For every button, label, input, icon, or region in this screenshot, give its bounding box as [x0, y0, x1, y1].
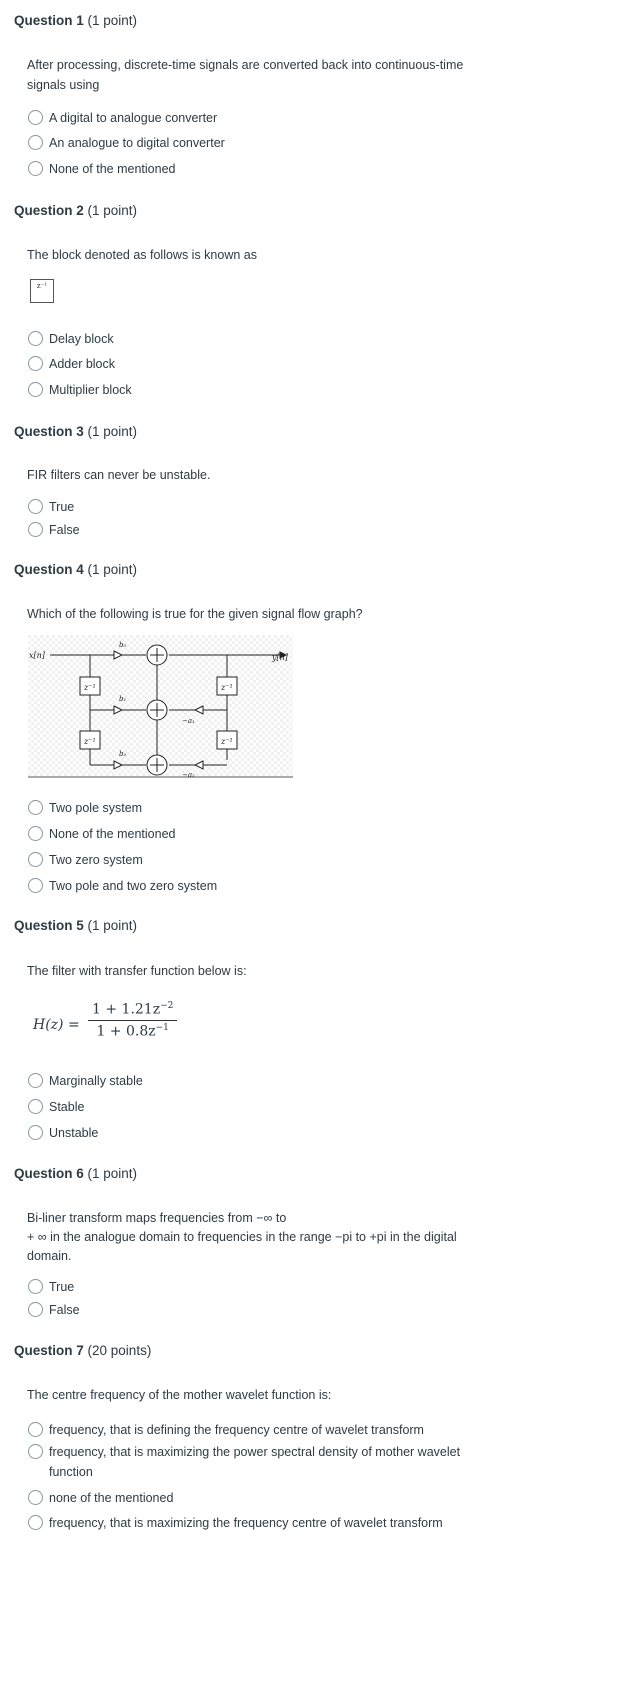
question-7-header: Question 7 (20 points): [14, 1343, 152, 1358]
q7-option-4[interactable]: frequency, that is maximizing the frequency centre of wavelet transform: [28, 1513, 588, 1535]
q5-option-3[interactable]: Unstable: [28, 1123, 588, 1145]
radio-button[interactable]: [28, 135, 43, 150]
radio-button[interactable]: [28, 1279, 43, 1294]
radio-button[interactable]: [28, 1422, 43, 1437]
coef-b2: b₂: [119, 750, 127, 758]
question-4-header: Question 4 (1 point): [14, 562, 138, 577]
q1-option-1[interactable]: A digital to analogue converter: [28, 108, 588, 130]
q1-option-3[interactable]: None of the mentioned: [28, 159, 588, 181]
question-3-header: Question 3 (1 point): [14, 424, 138, 439]
question-6-text-line-1: Bi-liner transform maps frequencies from −∞ to: [27, 1211, 287, 1225]
radio-button[interactable]: [28, 878, 43, 893]
question-6-text-line-2: + ∞ in the analogue domain to frequencies in the range −pi to +pi in the digital: [27, 1230, 457, 1244]
q3-option-2[interactable]: False: [28, 520, 588, 542]
question-1-header: Question 1 (1 point): [14, 13, 138, 28]
q6-option-1[interactable]: True: [28, 1277, 588, 1299]
question-5-header: Question 5 (1 point): [14, 918, 138, 933]
q5-option-1[interactable]: Marginally stable: [28, 1071, 588, 1093]
input-label: x[n]: [29, 651, 45, 660]
q7-option-1[interactable]: frequency, that is defining the frequency centre of wavelet transform: [28, 1420, 588, 1442]
q3-option-1[interactable]: True: [28, 497, 588, 519]
formula-lhs: H(z) =: [33, 1017, 80, 1033]
q7-option-3[interactable]: none of the mentioned: [28, 1488, 588, 1510]
q5-option-2[interactable]: Stable: [28, 1097, 588, 1119]
formula-numerator: $1 + 1.21z^{-2}$: [88, 1001, 177, 1021]
q2-option-2[interactable]: Adder block: [28, 354, 588, 376]
coef-a2: −a₂: [182, 771, 195, 779]
q4-option-3[interactable]: Two zero system: [28, 850, 588, 872]
radio-button[interactable]: [28, 1515, 43, 1530]
radio-button[interactable]: [28, 1444, 43, 1459]
radio-button[interactable]: [28, 1302, 43, 1317]
q6-option-2[interactable]: False: [28, 1300, 588, 1322]
radio-button[interactable]: [28, 852, 43, 867]
formula-denominator: $1 + 0.8z^{-1}$: [96, 1022, 169, 1040]
question-2-text: The block denoted as follows is known as: [27, 248, 257, 262]
radio-button[interactable]: [28, 1490, 43, 1505]
delay-label-1: z⁻¹: [84, 683, 96, 692]
delay-label-3: z⁻¹: [221, 683, 233, 692]
radio-button[interactable]: [28, 499, 43, 514]
q4-option-2[interactable]: None of the mentioned: [28, 824, 588, 846]
q2-option-1[interactable]: Delay block: [28, 329, 588, 351]
radio-button[interactable]: [28, 1099, 43, 1114]
radio-button[interactable]: [28, 800, 43, 815]
delay-block-figure: z⁻¹: [30, 279, 54, 303]
q4-option-1[interactable]: Two pole system: [28, 798, 588, 820]
q1-option-2[interactable]: An analogue to digital converter: [28, 133, 588, 155]
delay-label-2: z⁻¹: [84, 737, 96, 746]
question-6-text-line-3: domain.: [27, 1249, 72, 1263]
formula-fraction: [88, 1001, 177, 1039]
output-label: y[n]: [272, 653, 288, 662]
question-6-header: Question 6 (1 point): [14, 1166, 138, 1181]
question-3-text: FIR filters can never be unstable.: [27, 468, 211, 482]
radio-button[interactable]: [28, 382, 43, 397]
delay-label-4: z⁻¹: [221, 737, 233, 746]
radio-button[interactable]: [28, 1125, 43, 1140]
radio-button[interactable]: [28, 1073, 43, 1088]
radio-button[interactable]: [28, 161, 43, 176]
question-1-text: After processing, discrete-time signals are converted back into continuous-time signals using: [27, 58, 464, 92]
radio-button[interactable]: [28, 331, 43, 346]
question-5-text: The filter with transfer function below is:: [27, 964, 247, 978]
radio-button[interactable]: [28, 522, 43, 537]
radio-button[interactable]: [28, 110, 43, 125]
question-6-text: [27, 1209, 547, 1266]
radio-button[interactable]: [28, 356, 43, 371]
coef-b0: b₀: [119, 641, 127, 649]
q7-option-2[interactable]: frequency, that is maximizing the power spectral density of mother wavelet function: [28, 1442, 588, 1484]
coef-a1: −a₁: [182, 717, 195, 725]
coef-b1: b₁: [119, 695, 127, 703]
signal-flow-graph: [28, 635, 293, 780]
question-4-text: Which of the following is true for the given signal flow graph?: [27, 607, 363, 621]
q4-option-4[interactable]: Two pole and two zero system: [28, 876, 588, 898]
question-7-text: The centre frequency of the mother wavelet function is:: [27, 1388, 332, 1402]
q2-option-3[interactable]: Multiplier block: [28, 380, 588, 402]
radio-button[interactable]: [28, 826, 43, 841]
question-2-header: Question 2 (1 point): [14, 203, 138, 218]
